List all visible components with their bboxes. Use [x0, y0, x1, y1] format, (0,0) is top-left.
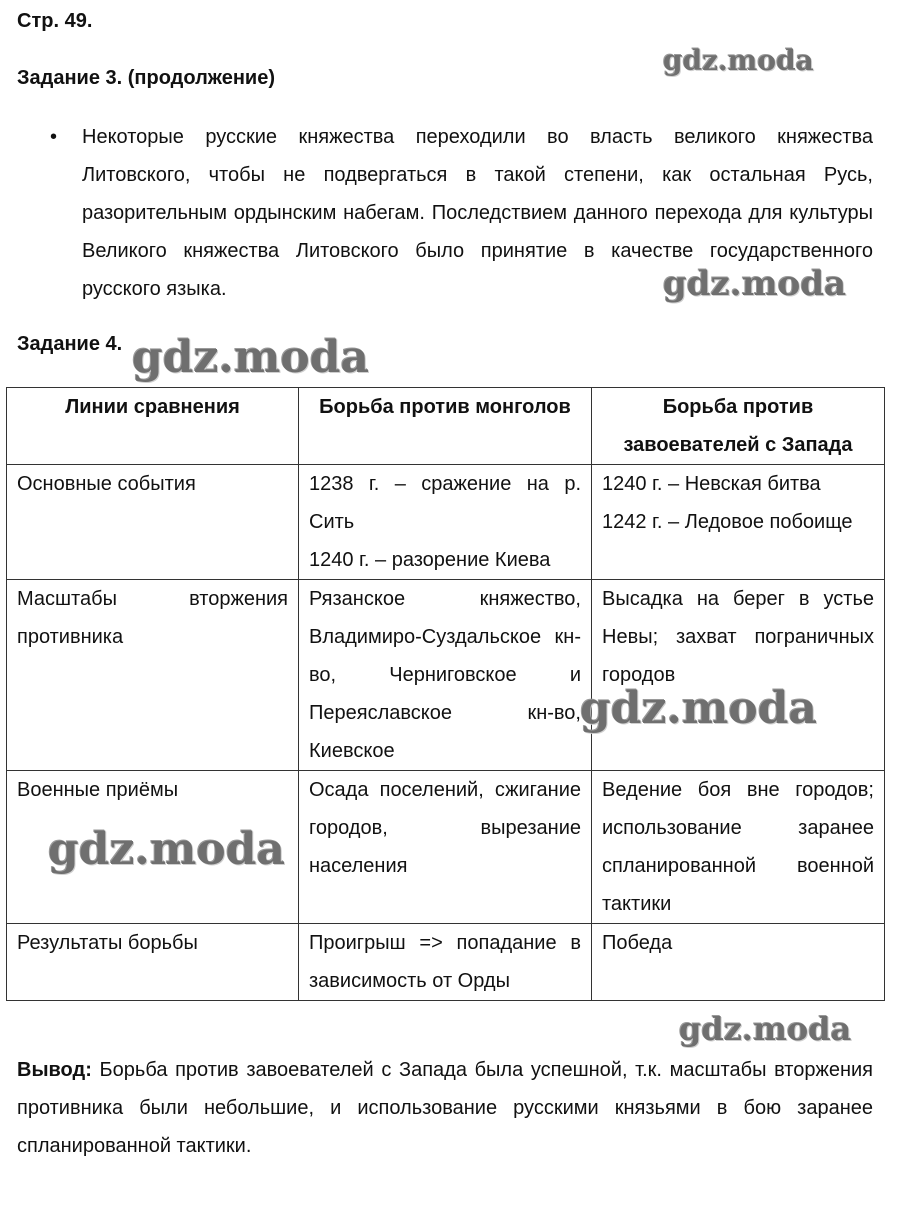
cell-line: Результаты борьбы — [7, 924, 299, 1001]
cell-west: Победа — [592, 924, 885, 1001]
table-header-row — [7, 388, 885, 465]
cell-mongols: Проигрыш => попадание в зависимость от Орды — [299, 924, 592, 1001]
conclusion-text: Борьба против завоевателей с Запада была успешной, т.к. масштабы вторжения противника были небольшие, и использование русскими князьями в бою заранее спланированной тактики. — [17, 1059, 874, 1157]
task4-heading: Задание 4. — [17, 333, 123, 355]
conclusion-label: Вывод: — [17, 1059, 92, 1081]
watermark-logo: gdz.moda — [663, 264, 847, 304]
table-row — [7, 580, 885, 771]
cell-mongols: Осада поселений, сжигание городов, вырезание населения — [299, 771, 592, 924]
watermark-logo: gdz.moda — [663, 44, 814, 77]
table-row — [7, 465, 885, 580]
cell-line: Основные события — [7, 465, 299, 580]
task3-heading: Задание 3. (продолжение) — [17, 67, 275, 89]
cell-west: Ведение боя вне городов; использование заранее спланированной военной тактики — [592, 771, 885, 924]
header-vs-west: Борьба против завоевателей с Запада — [592, 388, 885, 465]
cell-mongols: Рязанское княжество, Владимиро-Суздальское кн-во, Черниговское и Переяславское кн-во, Киевское — [299, 580, 592, 771]
watermark-logo: gdz.moda — [132, 332, 370, 383]
bullet-icon: • — [50, 126, 58, 148]
header-vs-mongols: Борьба против монголов — [299, 388, 592, 465]
header-comparison-lines: Линии сравнения — [7, 388, 299, 465]
cell-line-text: 1238 г. – сражение на р. Сить — [309, 473, 581, 533]
cell-west: Высадка на берег в устье Невы; захват пограничных городов — [592, 580, 885, 771]
watermark-logo: gdz.moda — [679, 1010, 852, 1048]
watermark-logo: gdz.moda — [48, 824, 286, 875]
cell-line: Масштабы вторжения противника — [7, 580, 299, 771]
cell-mongols — [299, 465, 592, 580]
cell-line: Военные приёмы — [7, 771, 299, 924]
cell-line-text: 1240 г. – Невская битва — [602, 473, 821, 495]
watermark-logo: gdz.moda — [580, 683, 818, 734]
table-row — [7, 924, 885, 1001]
cell-line-text: 1242 г. – Ледовое побоище — [602, 511, 853, 533]
task3-bullet-text: Некоторые русские княжества переходили во власть великого княжества Литовского, чтобы не подвергаться в такой степени, как остальная Русь, разорительным ордынским набегам. Последствием данного перехода для культуры Великого княжества Литовского было принятие в качестве государственного русского языка. — [82, 126, 873, 300]
conclusion-paragraph — [17, 1051, 873, 1165]
page-number: Стр. 49. — [17, 10, 93, 32]
cell-line-text: 1240 г. – разорение Киева — [309, 549, 551, 571]
cell-west — [592, 465, 885, 580]
